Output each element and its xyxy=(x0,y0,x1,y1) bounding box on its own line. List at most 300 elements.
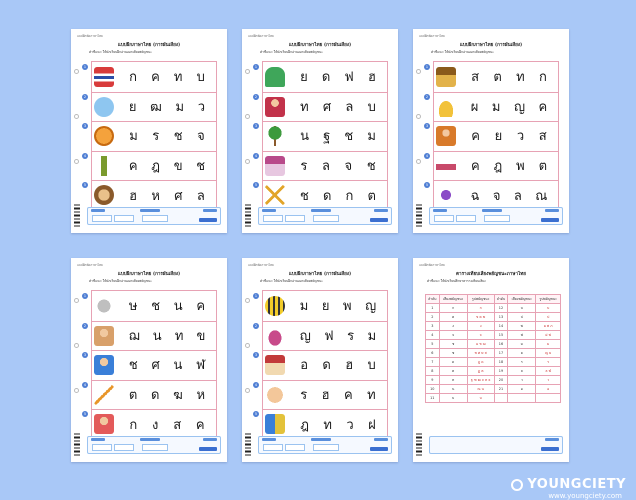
sheet-header: แบบฝึกหัดภาษาไทย xyxy=(77,34,103,38)
thai-letter: ต xyxy=(493,70,502,86)
thai-letter: ร xyxy=(347,328,355,344)
table-cell: ฎ ด xyxy=(467,358,494,367)
thai-letter: ว xyxy=(516,129,525,145)
thai-letter: ง xyxy=(152,417,159,433)
table-cell: 17 xyxy=(494,349,508,358)
thai-letter: ส xyxy=(471,70,480,86)
letter-set xyxy=(122,350,212,380)
thai-letter: ม xyxy=(367,129,376,145)
thai-letter: ก xyxy=(129,70,137,86)
row-number: 5 xyxy=(254,183,258,188)
letter-set xyxy=(464,92,554,122)
thai-letter: ย xyxy=(494,129,503,145)
thai-letter: จ xyxy=(197,129,205,145)
table-row xyxy=(426,331,561,340)
table-row xyxy=(426,376,561,385)
girl-icon xyxy=(265,97,285,117)
sheet-subtitle: คำชี้แจง: ให้นักเรียนฝึกอ่านออกเสียงพยัญชนะ xyxy=(260,279,323,283)
row-number: 2 xyxy=(254,94,258,99)
tiger-icon xyxy=(94,126,114,146)
grid-row xyxy=(254,350,387,381)
thai-letter: บ xyxy=(367,358,376,374)
table-cell: ม xyxy=(536,340,561,349)
thai-letter: ฆ xyxy=(173,388,183,404)
row-number: 1 xyxy=(425,65,429,69)
sheet-title: แบบฝึกภาษาไทย (การผันเสียง) xyxy=(459,43,523,48)
thai-letter: ก xyxy=(538,70,547,86)
table-cell: 19 xyxy=(494,367,508,376)
letter-set xyxy=(122,121,212,151)
sheet-header: แบบฝึกหัดภาษาไทย xyxy=(419,263,445,267)
letter-set xyxy=(293,291,383,321)
letter-set xyxy=(293,350,383,380)
barcode xyxy=(74,203,80,227)
grid-row xyxy=(254,62,387,93)
egg-icon xyxy=(265,385,285,405)
thai-letter: ก xyxy=(345,188,354,204)
table-row xyxy=(426,340,561,349)
table-header: รูปพยัญชนะ xyxy=(536,295,561,304)
thai-letter: ล xyxy=(513,188,522,204)
hat-icon xyxy=(265,326,285,346)
giant-icon xyxy=(265,67,285,87)
thai-letter: ศ xyxy=(151,358,160,374)
table-cell: อ xyxy=(536,385,561,394)
table-cell: ก xyxy=(439,304,467,313)
table-cell: 16 xyxy=(494,340,508,349)
boat-icon xyxy=(436,156,456,176)
table-cell: 8 xyxy=(426,367,440,376)
table-cell: ต xyxy=(439,367,467,376)
row-number: 5 xyxy=(83,412,87,417)
thai-letter: ฎ xyxy=(493,159,503,175)
table-cell xyxy=(508,394,536,403)
table-cell: พ xyxy=(508,322,536,331)
row-number: 1 xyxy=(254,294,258,298)
table-cell: ล ฬ xyxy=(536,367,561,376)
table-row xyxy=(426,313,561,322)
barcode xyxy=(245,432,251,456)
sheet-header: แบบฝึกหัดภาษาไทย xyxy=(248,34,274,38)
table-cell: ด xyxy=(439,358,467,367)
thai-letter: ค xyxy=(196,299,206,315)
thai-letter: ช xyxy=(151,299,161,315)
table-cell: ว xyxy=(508,376,536,385)
chedi-icon xyxy=(265,185,285,205)
table-header: ลำดับ xyxy=(494,295,508,304)
table-cell: ป xyxy=(508,313,536,322)
thai-letter: ล xyxy=(345,99,354,115)
table-cell: 14 xyxy=(494,322,508,331)
grid-row xyxy=(83,92,216,123)
row-number: 2 xyxy=(254,323,258,328)
sheet-subtitle: คำชี้แจง: ให้นักเรียนฝึกอ่านออกเสียงพยัญชนะ xyxy=(89,50,152,54)
grid-row xyxy=(254,121,387,152)
thai-letter: ผ xyxy=(470,99,479,115)
table-cell: 2 xyxy=(426,313,440,322)
letter-set xyxy=(464,121,554,151)
grandpa-icon xyxy=(94,326,114,346)
thai-letter: ท xyxy=(300,99,309,115)
thai-letter: ย xyxy=(321,299,330,315)
table-cell: 20 xyxy=(494,376,508,385)
elephant-icon xyxy=(94,97,114,117)
thai-letter: ฒ xyxy=(150,99,162,115)
punch-holes xyxy=(416,69,421,204)
grid-row xyxy=(83,121,216,152)
letter-set xyxy=(464,62,554,92)
sheet-footer xyxy=(87,436,221,454)
sheet-subtitle: คำชี้แจง: ให้นักเรียนฝึกอ่านออกเสียงพยัญชนะ xyxy=(89,279,152,283)
thai-letter: น xyxy=(173,299,183,315)
table-cell: จ xyxy=(439,331,467,340)
thai-letter: ก xyxy=(129,417,138,433)
kid-icon xyxy=(94,414,114,434)
letter-set xyxy=(293,151,383,181)
thai-letter: ญ xyxy=(365,299,377,315)
thai-letter: ศ xyxy=(174,188,183,204)
thai-letter: ส xyxy=(538,129,547,145)
thai-letter: ค xyxy=(128,159,138,175)
thai-letter: ช xyxy=(344,129,354,145)
thai-letter: ด xyxy=(322,188,332,204)
table-cell: ณ น xyxy=(467,385,494,394)
thai-letter: ฮ xyxy=(345,358,354,374)
row-number: 2 xyxy=(83,323,87,328)
grid-row xyxy=(425,121,558,152)
bee-icon xyxy=(265,296,285,316)
sheet-title: แบบฝึกภาษาไทย (การผันเสียง) xyxy=(117,43,181,48)
letter-set xyxy=(122,321,212,351)
worksheet-3 xyxy=(413,29,569,233)
thai-letter: ม xyxy=(367,328,377,344)
letter-grid xyxy=(425,61,559,211)
thai-letter: ค xyxy=(538,99,548,115)
bell-icon xyxy=(436,97,456,117)
thai-letter: ค xyxy=(344,388,353,404)
toys-icon xyxy=(265,414,285,434)
table-cell: 3 xyxy=(426,322,440,331)
row-number: 5 xyxy=(83,183,87,188)
thai-letter: ฝ xyxy=(368,417,376,433)
table-cell: ฐ ฑ ฒ ถ ท ธ xyxy=(467,376,494,385)
table-row xyxy=(426,367,561,376)
grid-row xyxy=(425,62,558,93)
row-number: 4 xyxy=(254,382,258,387)
sheet-footer xyxy=(258,207,392,225)
thai-letter: ค xyxy=(470,159,480,175)
table-cell: ฏ ต xyxy=(467,367,494,376)
chest-icon xyxy=(436,67,456,87)
table-cell: บ xyxy=(467,394,494,403)
table-cell: น xyxy=(439,385,467,394)
thai-letter: ฬ xyxy=(196,358,206,374)
table-cell: ค xyxy=(439,313,467,322)
thai-letter: ฮ xyxy=(321,388,330,404)
table-cell: ซ xyxy=(439,349,467,358)
table-cell: ท xyxy=(439,376,467,385)
table-cell: 5 xyxy=(426,340,440,349)
logo-circle-icon xyxy=(511,479,523,491)
grid-row xyxy=(83,380,216,411)
grid-row xyxy=(83,180,216,210)
thai-letter: ด xyxy=(321,70,331,86)
thai-letter: ม xyxy=(129,129,138,145)
thai-letter: ฉ xyxy=(470,188,480,204)
thai-letter: บ xyxy=(367,99,376,115)
row-number: 1 xyxy=(83,294,87,298)
worksheet-5 xyxy=(242,258,398,462)
grid-row xyxy=(254,409,387,439)
sheet-title: แบบฝึกภาษาไทย (การผันเสียง) xyxy=(288,43,352,48)
punch-holes xyxy=(245,298,250,433)
row-number: 3 xyxy=(83,124,87,129)
table-cell: ว xyxy=(536,376,561,385)
table-cell: ซ ศ ษ ส xyxy=(467,349,494,358)
thai-letter: ว xyxy=(346,417,354,433)
table-cell: 11 xyxy=(426,394,440,403)
thai-letter: ม xyxy=(175,99,185,115)
row-number: 5 xyxy=(254,412,258,417)
table-cell: ฝ ฟ xyxy=(536,331,561,340)
thai-letter: ฟ xyxy=(324,328,334,344)
thai-letter: ญ xyxy=(513,99,526,115)
punch-holes xyxy=(74,298,79,433)
grid-row xyxy=(425,180,558,210)
thai-letter: ค xyxy=(151,70,160,86)
table-subtitle: คำชี้แจง: ให้นักเรียนศึกษาตารางเทียบเสียง xyxy=(427,279,486,283)
letter-set xyxy=(293,121,383,151)
table-cell: ร xyxy=(508,358,536,367)
table-cell: อ xyxy=(508,385,536,394)
thai-letter: ฮ xyxy=(129,188,138,204)
bottle-icon xyxy=(94,156,114,176)
sheet-footer xyxy=(429,436,563,454)
consonant-table xyxy=(425,294,561,403)
sheet-subtitle: คำชี้แจง: ให้นักเรียนฝึกอ่านออกเสียงพยัญชนะ xyxy=(431,50,494,54)
grid-row xyxy=(254,380,387,411)
grid-row xyxy=(254,151,387,182)
thai-letter: ช xyxy=(173,129,183,145)
table-cell: 1 xyxy=(426,304,440,313)
row-number: 3 xyxy=(425,124,429,129)
sheet-footer xyxy=(258,436,392,454)
letter-set xyxy=(293,321,383,351)
thai-letter: ส xyxy=(173,417,182,433)
thai-letter: พ xyxy=(516,159,525,175)
table-cell xyxy=(494,394,508,403)
worksheet-1 xyxy=(71,29,227,233)
row-number: 5 xyxy=(425,183,429,188)
barcode xyxy=(245,203,251,227)
table-header: รูปพยัญชนะ xyxy=(467,295,494,304)
table-cell: ล xyxy=(508,367,536,376)
thai-letter: ม xyxy=(491,99,501,115)
thai-letter: ข xyxy=(173,159,183,175)
table-cell: ฟ xyxy=(508,331,536,340)
thai-letter: ช xyxy=(196,159,206,175)
table-cell: ก xyxy=(467,304,494,313)
table-cell: ช xyxy=(439,340,467,349)
thai-letter: ข xyxy=(196,328,206,344)
thai-letter: ร xyxy=(300,388,308,404)
punch-holes xyxy=(74,69,79,204)
thai-letter: ช xyxy=(366,159,376,175)
letter-set xyxy=(122,291,212,321)
thai-letter: ศ xyxy=(322,99,332,115)
grid-row xyxy=(254,180,387,210)
row-number: 2 xyxy=(425,94,429,99)
thai-letter: ท xyxy=(323,417,332,433)
row-number: 2 xyxy=(83,94,87,99)
thai-letter: พ xyxy=(343,299,352,315)
table-cell: ม xyxy=(508,340,536,349)
table-cell: 15 xyxy=(494,331,508,340)
table-header: เสียงพยัญชนะ xyxy=(508,295,536,304)
monkey-icon xyxy=(94,185,114,205)
letter-grid xyxy=(254,290,388,440)
table-cell: 7 xyxy=(426,358,440,367)
star-icon xyxy=(436,185,456,205)
consonant-table-sheet xyxy=(413,258,569,462)
thai-letter: จ xyxy=(492,188,501,204)
thai-letter: น xyxy=(300,129,309,145)
thai-letter: ต xyxy=(538,159,548,175)
letter-set xyxy=(122,151,212,181)
letter-set xyxy=(464,151,554,181)
table-row xyxy=(426,349,561,358)
table-cell: ป xyxy=(536,313,561,322)
row-number: 3 xyxy=(83,353,87,358)
letter-set xyxy=(293,380,383,410)
letter-set xyxy=(293,62,383,92)
grid-row xyxy=(83,291,216,322)
grid-row xyxy=(425,92,558,123)
thai-letter: ต xyxy=(367,188,376,204)
thai-letter: ย xyxy=(300,70,308,86)
brand-url: www.youngciety.com xyxy=(548,492,622,500)
tree-icon xyxy=(265,126,285,146)
thai-letter: ต xyxy=(128,388,138,404)
thai-letter: ช xyxy=(128,358,138,374)
letter-set xyxy=(122,409,212,439)
grid-row xyxy=(83,409,216,439)
grid-row xyxy=(254,92,387,123)
table-cell: 6 xyxy=(426,349,440,358)
table-cell: ฉ ช ฌ xyxy=(467,340,494,349)
thai-letter: ห xyxy=(151,188,160,204)
letter-set xyxy=(122,380,212,410)
thai-letter: ค xyxy=(471,129,480,145)
sheet-header: แบบฝึกหัดภาษาไทย xyxy=(419,34,445,38)
thai-letter: ท xyxy=(174,328,184,344)
grid-row xyxy=(83,151,216,182)
grid-row xyxy=(83,321,216,352)
row-number: 4 xyxy=(425,153,429,158)
thai-letter: ร xyxy=(152,129,160,145)
thai-letter: น xyxy=(173,358,183,374)
table-cell: จ xyxy=(467,331,494,340)
brand-logo: YOUNGCIETY xyxy=(511,477,626,492)
woman-icon xyxy=(436,126,456,146)
table-row xyxy=(426,394,561,403)
thai-letter: ฎ xyxy=(151,159,160,175)
thai-letter: บ xyxy=(196,70,205,86)
table-cell: ร xyxy=(536,358,561,367)
flag-icon xyxy=(94,67,114,87)
table-cell: บ xyxy=(508,304,536,313)
table-cell: ผ พ ภ xyxy=(536,322,561,331)
table-header: ลำดับ xyxy=(426,295,440,304)
thai-letter: ช xyxy=(300,188,309,204)
grid-row xyxy=(425,151,558,182)
table-cell: ง xyxy=(439,322,467,331)
worksheet-4 xyxy=(71,258,227,462)
thai-letter: ท xyxy=(367,388,376,404)
pavilion-icon xyxy=(265,156,285,176)
table-cell: 10 xyxy=(426,385,440,394)
boy-icon xyxy=(94,355,114,375)
thai-letter: ห xyxy=(196,388,206,404)
table-cell: 18 xyxy=(494,358,508,367)
thai-letter: ษ xyxy=(128,299,138,315)
letter-set xyxy=(464,180,554,210)
table-cell: 21 xyxy=(494,385,508,394)
table-row xyxy=(426,385,561,394)
letter-set xyxy=(122,92,212,122)
thai-letter: ฐ xyxy=(323,129,331,145)
letter-set xyxy=(293,180,383,210)
table-cell: บ xyxy=(536,304,561,313)
letter-set xyxy=(122,180,212,210)
table-cell: 12 xyxy=(494,304,508,313)
row-number: 4 xyxy=(83,153,87,158)
thai-letter: ฟ xyxy=(344,70,354,86)
thai-letter: ท xyxy=(516,70,525,86)
row-number: 4 xyxy=(83,382,87,387)
thai-letter: ว xyxy=(197,99,206,115)
grid-row xyxy=(83,350,216,381)
row-number: 3 xyxy=(254,353,258,358)
punch-holes xyxy=(245,69,250,204)
letter-grid xyxy=(254,61,388,211)
thai-letter: ล xyxy=(321,159,330,175)
sheet-subtitle: คำชี้แจง: ให้นักเรียนฝึกอ่านออกเสียงพยัญชนะ xyxy=(260,50,323,54)
worksheet-2 xyxy=(242,29,398,233)
thai-letter: ญ xyxy=(299,328,311,344)
table-title: ตารางเทียบเสียงพยัญชนะภาษาไทย xyxy=(456,272,526,277)
table-cell: บ xyxy=(439,394,467,403)
letter-set xyxy=(122,62,212,92)
sheet-title: แบบฝึกภาษาไทย (การผันเสียง) xyxy=(117,272,181,277)
grid-row xyxy=(254,291,387,322)
sheet-header: แบบฝึกหัดภาษาไทย xyxy=(248,263,274,267)
grid-row xyxy=(254,321,387,352)
thai-letter: น xyxy=(152,328,162,344)
barcode xyxy=(74,432,80,456)
table-cell: 4 xyxy=(426,331,440,340)
table-row xyxy=(426,322,561,331)
barcode xyxy=(416,432,422,456)
thai-letter: ฌ xyxy=(128,328,140,344)
table-header: เสียงพยัญชนะ xyxy=(439,295,467,304)
table-cell: ข ค ฆ xyxy=(467,313,494,322)
letter-grid xyxy=(83,61,217,211)
thai-letter: ย xyxy=(128,99,137,115)
thai-letter: อ xyxy=(300,358,308,374)
thai-letter: จ xyxy=(344,159,353,175)
letter-grid xyxy=(83,290,217,440)
